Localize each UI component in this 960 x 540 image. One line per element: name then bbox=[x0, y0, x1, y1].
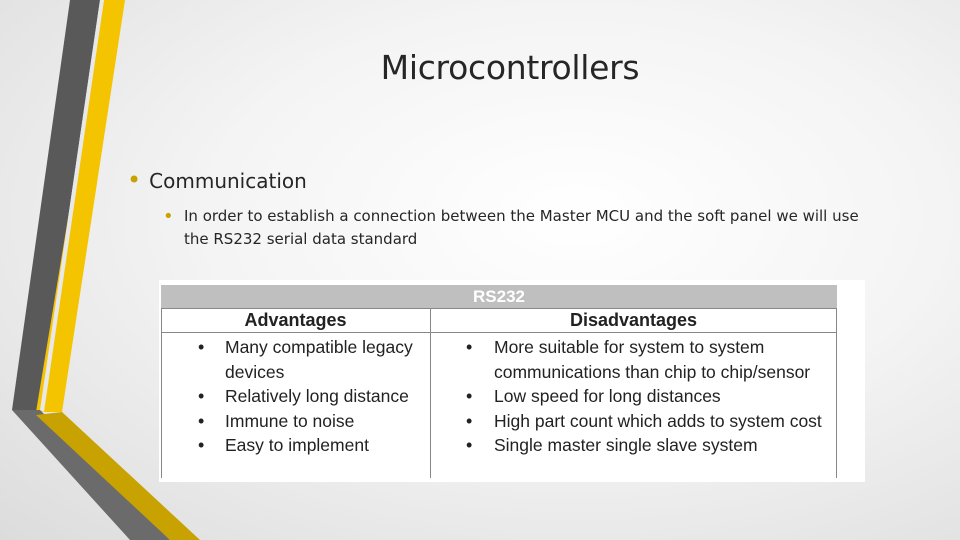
advantages-list bbox=[161, 335, 426, 458]
list-item: • Low speed for long distances bbox=[431, 384, 833, 409]
bullet-dot-icon: • bbox=[127, 166, 142, 194]
bullet-level2 bbox=[163, 205, 863, 251]
disadvantages-list bbox=[431, 335, 833, 458]
list-item: • High part count which adds to system cost bbox=[431, 409, 833, 434]
list-item: • Many compatible legacy devices bbox=[161, 335, 426, 384]
list-item: • Relatively long distance bbox=[161, 384, 426, 409]
bullet-dot-icon: • bbox=[163, 206, 174, 227]
bullet-level2-text: In order to establish a connection between the Master MCU and the soft panel we will use the RS232 serial data standard bbox=[184, 207, 859, 248]
slide-title: Microcontrollers bbox=[380, 48, 640, 87]
gray-lower-wedge bbox=[12, 410, 170, 540]
table-rule bbox=[836, 308, 837, 478]
column-header-disadvantages: Disadvantages bbox=[569, 310, 698, 330]
list-item: • Easy to implement bbox=[161, 433, 426, 458]
bullet-level1-text: Communication bbox=[149, 169, 307, 193]
list-item: • Single master single slave system bbox=[431, 433, 833, 458]
list-item: • More suitable for system to system communications than chip to chip/sensor bbox=[431, 335, 833, 384]
rs232-table bbox=[159, 280, 865, 482]
list-item: • Immune to noise bbox=[161, 409, 426, 434]
bullet-level1 bbox=[127, 166, 307, 194]
table-title: RS232 bbox=[161, 285, 837, 308]
table-rule bbox=[161, 332, 837, 333]
column-header-advantages: Advantages bbox=[244, 310, 347, 330]
